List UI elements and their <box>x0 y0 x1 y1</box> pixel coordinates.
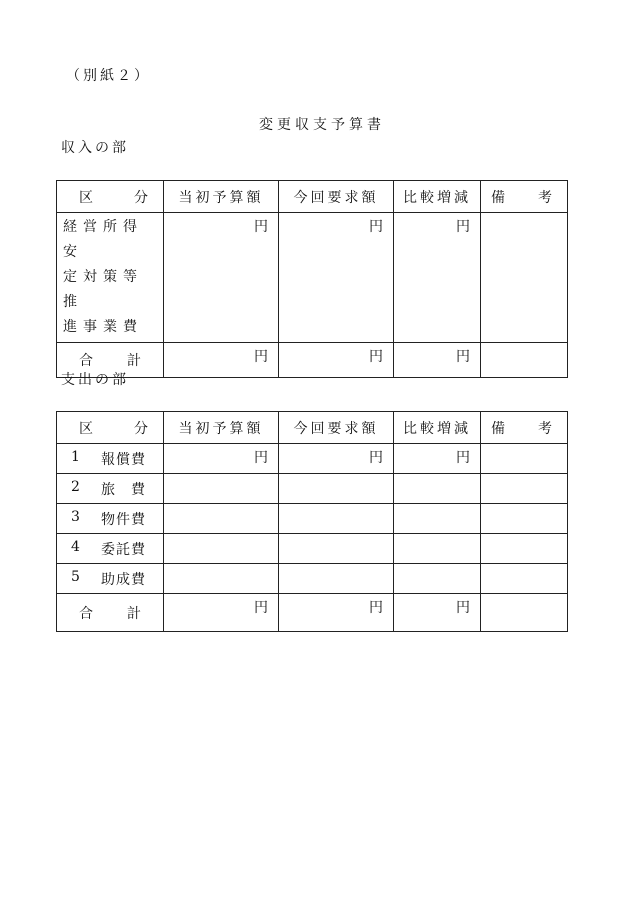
expense-difference-cell <box>394 534 481 564</box>
income-header-row <box>57 181 568 213</box>
expense-remarks-cell <box>481 474 568 504</box>
income-initial-budget-cell: 円 <box>164 213 279 343</box>
header-category-char-1: 区 <box>79 420 96 437</box>
header-category <box>57 181 164 213</box>
expense-total-initial-cell: 円 <box>164 594 279 632</box>
income-section-heading: 収入の部 <box>61 140 129 156</box>
income-remarks-cell <box>481 213 568 343</box>
expense-header-row <box>57 412 568 444</box>
expense-remarks-cell <box>481 534 568 564</box>
expense-item-label: 委託費 <box>101 541 146 558</box>
expense-remarks-cell <box>481 444 568 474</box>
expense-request-cell <box>279 534 394 564</box>
document-title: 変更収支予算書 <box>259 117 385 133</box>
expense-row <box>57 504 568 534</box>
expense-total-difference-cell: 円 <box>394 594 481 632</box>
expense-request-cell <box>279 564 394 594</box>
header-initial-budget: 当初予算額 <box>164 412 279 444</box>
expense-remarks-cell <box>481 504 568 534</box>
expense-item-number: 2 <box>71 478 81 495</box>
expense-category <box>57 504 164 534</box>
expense-item-label: 物件費 <box>101 511 146 528</box>
total-label-char-1: 合 <box>79 605 93 622</box>
expense-category <box>57 534 164 564</box>
header-remarks-char-2: 考 <box>538 420 555 437</box>
expense-item-number: 3 <box>71 508 81 525</box>
expense-row <box>57 444 568 474</box>
expense-request-cell <box>279 474 394 504</box>
header-difference: 比較増減 <box>394 181 481 213</box>
expense-total-row <box>57 594 568 632</box>
income-total-request-cell: 円 <box>279 343 394 378</box>
header-remarks-char-1: 備 <box>491 189 508 206</box>
expense-table <box>56 411 568 632</box>
expense-item-label: 報償費 <box>101 451 146 468</box>
expense-item-label: 助成費 <box>101 571 146 588</box>
expense-difference-cell: 円 <box>394 444 481 474</box>
header-request: 今回要求額 <box>279 412 394 444</box>
expense-initial-budget-cell <box>164 474 279 504</box>
expense-category <box>57 444 164 474</box>
expense-item-label: 旅 費 <box>101 481 146 498</box>
expense-category <box>57 564 164 594</box>
income-total-remarks-cell <box>481 343 568 378</box>
income-category-line: 経営所得安 <box>63 219 143 260</box>
header-category-char-1: 区 <box>79 189 96 206</box>
expense-row <box>57 534 568 564</box>
income-total-difference-cell: 円 <box>394 343 481 378</box>
income-category-line: 進事業費 <box>63 319 143 335</box>
income-difference-cell: 円 <box>394 213 481 343</box>
expense-difference-cell <box>394 564 481 594</box>
expense-section-heading: 支出の部 <box>61 372 129 388</box>
expense-difference-cell <box>394 474 481 504</box>
header-remarks <box>481 412 568 444</box>
header-category-char-2: 分 <box>134 420 151 437</box>
expense-initial-budget-cell <box>164 564 279 594</box>
income-category <box>57 213 164 343</box>
expense-remarks-cell <box>481 564 568 594</box>
income-total-initial-cell: 円 <box>164 343 279 378</box>
header-category <box>57 412 164 444</box>
income-request-cell: 円 <box>279 213 394 343</box>
header-category-char-2: 分 <box>134 189 151 206</box>
expense-total-request-cell: 円 <box>279 594 394 632</box>
expense-row <box>57 474 568 504</box>
income-row <box>57 213 568 343</box>
annex-label: （別紙２） <box>66 68 151 84</box>
expense-initial-budget-cell <box>164 504 279 534</box>
expense-request-cell: 円 <box>279 444 394 474</box>
header-difference: 比較増減 <box>394 412 481 444</box>
total-label-char-2: 計 <box>127 353 141 369</box>
expense-request-cell <box>279 504 394 534</box>
expense-category <box>57 474 164 504</box>
header-initial-budget: 当初予算額 <box>164 181 279 213</box>
header-remarks-char-2: 考 <box>538 189 555 206</box>
expense-total-remarks-cell <box>481 594 568 632</box>
expense-item-number: 1 <box>71 448 81 465</box>
total-label-char-2: 計 <box>127 605 141 622</box>
expense-difference-cell <box>394 504 481 534</box>
expense-initial-budget-cell: 円 <box>164 444 279 474</box>
expense-row <box>57 564 568 594</box>
header-remarks <box>481 181 568 213</box>
expense-item-number: 4 <box>71 538 81 555</box>
expense-item-number: 5 <box>71 568 81 585</box>
expense-initial-budget-cell <box>164 534 279 564</box>
income-total-row <box>57 343 568 378</box>
header-request: 今回要求額 <box>279 181 394 213</box>
header-remarks-char-1: 備 <box>491 420 508 437</box>
expense-total-label <box>57 594 164 632</box>
income-table <box>56 180 568 378</box>
income-category-line: 定対策等推 <box>63 269 143 310</box>
total-label-char-1: 合 <box>79 353 93 369</box>
